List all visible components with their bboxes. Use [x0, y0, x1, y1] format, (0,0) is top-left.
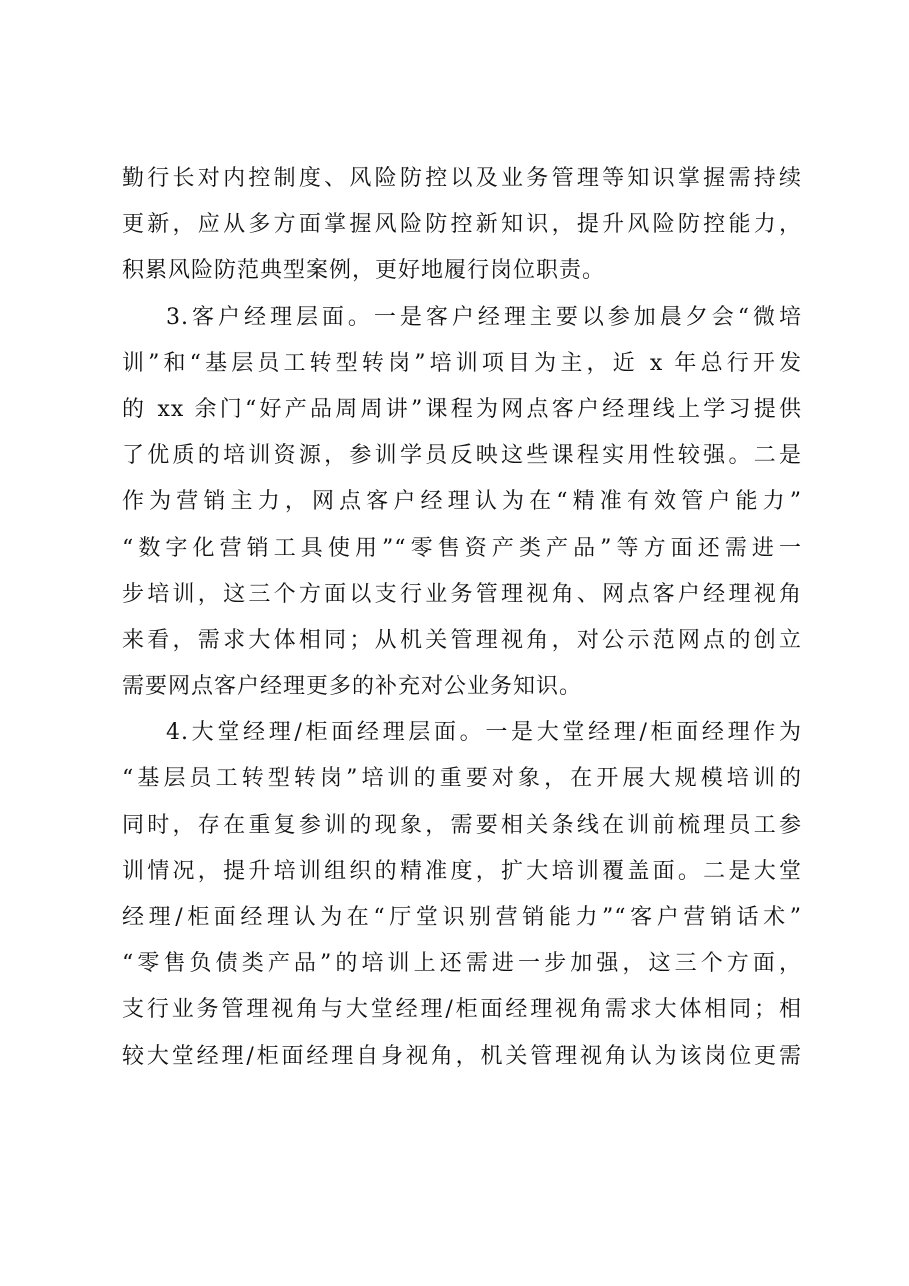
- text-line: “数字化营销工具使用”“零售资产类产品”等方面还需进一: [122, 535, 802, 561]
- body-text: [122, 156, 802, 1080]
- paragraph-lobby-manager: [122, 710, 802, 1080]
- paragraph-risk-control: [122, 156, 802, 295]
- text-line: 支行业务管理视角与大堂经理/柜面经理视角需求大体相同；相: [122, 997, 802, 1023]
- text-line: 更新，应从多方面掌握风险防控新知识，提升风险防控能力，: [122, 212, 802, 238]
- text-line: “零售负债类产品”的培训上还需进一步加强，这三个方面，: [122, 951, 802, 977]
- text-line: 训情况，提升培训组织的精准度，扩大培训覆盖面。二是大堂: [122, 858, 802, 884]
- text-line: 作为营销主力，网点客户经理认为在“精准有效管户能力”: [122, 489, 802, 515]
- text-line: 勤行长对内控制度、风险防控以及业务管理等知识掌握需持续: [122, 166, 802, 191]
- text-line: 的 xx 余门“好产品周周讲”课程为网点客户经理线上学习提供: [122, 396, 802, 422]
- text-line: 积累风险防范典型案例，更好地履行岗位职责。: [122, 258, 606, 284]
- text-line: 4.大堂经理/柜面经理层面。一是大堂经理/柜面经理作为: [166, 720, 802, 746]
- text-line: “基层员工转型转岗”培训的重要对象，在开展大规模培训的: [122, 766, 802, 792]
- text-line: 步培训，这三个方面以支行业务管理视角、网点客户经理视角: [122, 581, 802, 607]
- text-line: 较大堂经理/柜面经理自身视角，机关管理视角认为该岗位更需: [122, 1043, 802, 1069]
- text-line: 训”和“基层员工转型转岗”培训项目为主，近 x 年总行开发: [122, 350, 802, 376]
- text-line: 经理/柜面经理认为在“厅堂识别营销能力”“客户营销话术”: [122, 905, 802, 930]
- paragraph-customer-manager: [122, 295, 802, 711]
- text-line: 3.客户经理层面。一是客户经理主要以参加晨夕会“微培: [166, 304, 802, 330]
- text-line: 需要网点客户经理更多的补充对公业务知识。: [122, 674, 583, 700]
- text-line: 了优质的培训资源，参训学员反映这些课程实用性较强。二是: [122, 443, 802, 469]
- text-line: 来看，需求大体相同；从机关管理视角，对公示范网点的创立: [122, 627, 802, 653]
- text-line: 同时，存在重复参训的现象，需要相关条线在训前梳理员工参: [122, 812, 802, 838]
